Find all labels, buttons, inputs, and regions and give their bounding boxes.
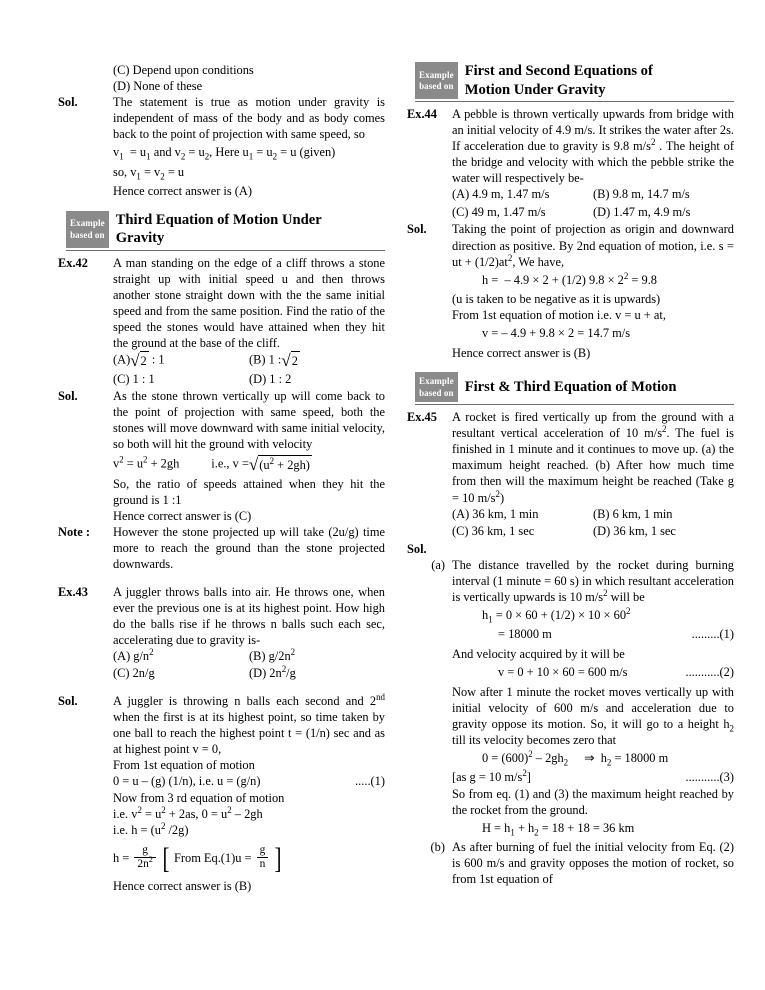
- ex44-body: [452, 106, 734, 221]
- fraction-denominator: $2n^2$: [134, 857, 155, 871]
- ex45-equation-a4: $0 = (600)^2 - 2gh_2$ ⇒ $h_2 = 18000$ m: [482, 748, 669, 768]
- ex45-line-a3-tag: ...........(3): [685, 770, 734, 785]
- option-d: (D) None of these: [113, 79, 203, 94]
- ex43-sol-answer: Hence correct answer is (B): [113, 878, 252, 893]
- ex43-sol-label: Sol.: [58, 693, 78, 708]
- option-c: (C) Depend upon conditions: [113, 63, 254, 77]
- badge-line-2: based on: [419, 81, 454, 91]
- ex45-part-b-label: (b): [430, 840, 445, 855]
- badge-line-2: based on: [419, 387, 454, 398]
- heading-rule: [415, 101, 734, 102]
- heading-line-1: First & Third Equation of Motion: [464, 378, 677, 395]
- ex43-line-1: From 1st equation of motion: [113, 758, 255, 773]
- ex43-line-2: Now from 3 rd equation of motion: [113, 790, 285, 805]
- ex43-eq4-lhs: h =: [113, 850, 130, 865]
- ex45-part-a-label: (a): [431, 557, 445, 572]
- ex45-eq-a3-text: v = 0 + 10 × 60 = 600 m/s: [498, 665, 628, 680]
- exercise-45-part-a: [407, 557, 734, 840]
- badge-line-1: Example: [70, 218, 105, 229]
- ex44-label: Ex.44: [407, 107, 437, 121]
- ex42-option-d: (D) 1 : 2: [249, 371, 292, 386]
- ex45-equation-a2: [452, 626, 734, 644]
- fraction-denominator: n: [257, 857, 269, 871]
- ex45-equation-a3: [452, 664, 734, 682]
- note-label: Note :: [58, 525, 90, 540]
- ex45-line-a1: And velocity acquired by it will be: [452, 646, 625, 661]
- ex43-option-b: (B) $g/2n^2$: [249, 646, 296, 663]
- heading-title: [109, 211, 385, 248]
- ex42-option-a-tail: : 1: [151, 352, 165, 367]
- exercise-43-solution: [58, 693, 385, 894]
- ex42-question: A man standing on the edge of a cliff throws a stone straight up with initial speed u and then throws another stone straight down with the the same initial speed and from the same position. Find the ratio of the speed the stones would have attained when they hit the ground at the base of the cliff.: [113, 255, 385, 351]
- implies-arrow-icon: ⇒: [584, 750, 595, 765]
- ex44-sol-paragraph: Taking the point of projection as origin and downward direction as positive. By 2nd equation of motion, i.e. s = ut + $(1/2)at^2$, We have,: [452, 222, 734, 269]
- ex42-sol-answer: Hence correct answer is (C): [113, 509, 252, 524]
- example-based-on-badge: [415, 372, 458, 402]
- top-options: [113, 62, 385, 94]
- example-heading-first-second-equations: [415, 62, 734, 99]
- ex42-option-b-letter: (B): [249, 352, 266, 367]
- ex44-option-c: (C) 49 m, 1.47 m/s: [452, 204, 546, 219]
- fraction-numerator: g: [259, 843, 266, 856]
- ex44-sol-label: Sol.: [407, 222, 427, 237]
- example-based-on-badge: [66, 211, 109, 248]
- ex45-option-c: (C) 36 km, 1 sec: [452, 524, 535, 539]
- ex45-question: A rocket is fired vertically up from the ground with a resultant vertical acceleration of 10 $m/s^2$. The fuel is finished in 1 minute and it continues to move up. (a) the maximum height reached. (b) After how much time from then will the maximum height be reached (Take g = 10 $m/s^2$): [452, 410, 734, 505]
- ex45-body: [452, 409, 734, 541]
- bracket-left-icon: [: [162, 841, 170, 875]
- ex44-note-line: (u is taken to be negative as it is upwards): [452, 292, 661, 307]
- exercise-45: [407, 409, 734, 541]
- example-heading-first-third-equation: [415, 372, 734, 402]
- exercise-42: [58, 255, 385, 389]
- ex45-option-a: (A) 36 km, 1 min: [452, 506, 539, 521]
- badge-line-2: based on: [70, 229, 105, 240]
- exercise-42-solution: [58, 388, 385, 524]
- ex42-option-b-radicand: 2: [291, 351, 300, 371]
- ex43-bracket-text: [171, 845, 273, 873]
- ex44-option-d: (D) 1.47 m, 4.9 m/s: [593, 204, 691, 219]
- ex44-line-2: From 1st equation of motion i.e. v = u + at,: [452, 308, 666, 323]
- solution-block-top: [58, 94, 385, 199]
- ex43-equation-3: i.e. $h = (u^2$ /2g): [113, 820, 189, 837]
- sol-answer: Hence correct answer is (A): [113, 184, 252, 199]
- ex42-label: Ex.42: [58, 255, 88, 270]
- ex42-option-b: [249, 351, 385, 371]
- ex44-options-row-1: [452, 186, 734, 204]
- ex45-option-b: (B) 6 km, 1 min: [593, 506, 673, 521]
- ex42-sol-paragraph-2: So, the ratio of speeds attained when they hit the ground is 1 :1: [113, 477, 385, 508]
- note-block: [58, 524, 385, 572]
- ex44-sol-body: [452, 221, 734, 361]
- ex42-sol-paragraph: As the stone thrown vertically up will come back to the point of projection with same speed, both the stones will move downward with same initial velocity, so both will hit the ground with velocity: [113, 389, 385, 452]
- ex45-eq-a3-tag: ...........(2): [685, 665, 734, 680]
- ex42-option-a-letter: (A): [113, 352, 131, 367]
- ex43-option-d: (D) $2n^2/g$: [249, 664, 296, 681]
- ex44-equation-1: h = – 4.9 × 2 + (1/2) $9.8 \times 2^2 = 9.8$: [482, 270, 657, 287]
- note-body: However the stone projected up will take (2u/g) time more to reach the ground than the stone projected downwards.: [113, 525, 385, 572]
- ex42-sol-equation: $v^2 = u^2 + 2gh$ i.e., v = √ $(u^2 + 2gh)$: [113, 453, 310, 474]
- ex42-sol-radicand: $(u^2 + 2gh)$: [258, 455, 312, 475]
- heading-line-1: First and Second Equations of: [464, 63, 653, 79]
- ex42-body: [113, 255, 385, 389]
- sqrt-icon: √ $(u^2 + 2gh)$: [248, 454, 310, 474]
- ex42-options-row-1: [113, 351, 385, 371]
- ex43-equation-2: i.e. $v^2 = u^2 + 2as$, $0 = u^2 - 2gh$: [113, 804, 263, 821]
- top-options-block: [58, 62, 385, 94]
- fraction-g-over-n: [257, 844, 269, 872]
- ex42-sol-body: [113, 388, 385, 524]
- ex45-line-a2: Now after 1 minute the rocket moves vertically up with initial velocity of 600 m/s and acceleration due to gravity oppose its motion. So, it will go to a height $h_2$ till its velocity becomes zero that: [452, 684, 734, 747]
- ex43-eq1-tag: .....(1): [355, 774, 385, 789]
- badge-line-1: Example: [419, 69, 454, 80]
- left-column: [58, 62, 385, 950]
- ex43-equation-4: [113, 841, 385, 875]
- ex45-equation-a5: $H = h_1 + h_2 = 18 + 18 = 36$ km: [482, 820, 635, 838]
- sol-equation-2: so, $v_1 = v_2 = u$: [113, 164, 185, 182]
- ex43-sol-paragraph: A juggler is throwing n balls each second and 2nd when the first is at its highest point, so time taken by one ball to reach the highest point t = (1/n) sec and as at highest point v = 0,: [113, 691, 385, 757]
- ex45-option-d: (D) 36 km, 1 sec: [593, 524, 676, 539]
- ex42-option-b-head: 1 :: [268, 352, 282, 367]
- sqrt-icon: √ 2: [281, 351, 298, 371]
- ex45-part-b-body: As after burning of fuel the initial velocity from Eq. (2) is 600 m/s and gravity opposes the motion of rocket, so from 1st equation of: [452, 840, 734, 887]
- ex44-option-a: (A) 4.9 m, 1.47 m/s: [452, 187, 550, 202]
- exercise-44: [407, 106, 734, 221]
- ex42-sol-label: Sol.: [58, 389, 78, 404]
- ex43-options-row-2: [113, 665, 385, 683]
- exercise-45-part-b: [407, 839, 734, 887]
- heading-title: [458, 62, 734, 99]
- ex45-sol-label: Sol.: [407, 541, 427, 556]
- ex45-part-a-body: [452, 557, 734, 840]
- ex42-option-a: [113, 351, 249, 371]
- sol-label: Sol.: [58, 95, 78, 110]
- ex43-option-a: (A) $g/n^2$: [113, 646, 154, 663]
- ex44-equation-2: v = – 4.9 + 9.8 × 2 = 14.7 m/s: [482, 326, 631, 341]
- fraction-g-over-2n2: [134, 844, 155, 872]
- heading-rule: [415, 404, 734, 405]
- exercise-44-solution: [407, 221, 734, 361]
- ex43-sol-body: [113, 693, 385, 894]
- ex45-line-a3: [as g = 10 $m/s^2$] ...........(3): [452, 768, 734, 785]
- ex43-bracket-label: From Eq.(1)u =: [173, 850, 252, 865]
- bracket-right-icon: ]: [274, 841, 282, 875]
- ex43-label: Ex.43: [58, 584, 88, 599]
- example-heading-third-equation: [66, 211, 385, 248]
- right-column: [407, 62, 734, 950]
- ex45-options-row-1: [452, 506, 734, 524]
- ex45-options-row-2: [452, 523, 734, 541]
- example-based-on-badge: [415, 62, 458, 99]
- ex45-line-a4: So from eq. (1) and (3) the maximum height reached by the rocket from the ground.: [452, 786, 734, 817]
- heading-line-1: Third Equation of Motion Under: [115, 211, 322, 228]
- badge-line-1: Example: [419, 376, 454, 387]
- ex43-option-c: (C) 2n/g: [113, 666, 155, 681]
- ex44-sol-answer: Hence correct answer is (B): [452, 345, 591, 360]
- ex42-option-c: (C) 1 : 1: [113, 371, 155, 386]
- sol-paragraph: The statement is true as motion under gravity is independent of mass of the body and as body comes back to the point of projection with same speed, so: [113, 95, 385, 142]
- ex42-options-row-2: [113, 371, 385, 389]
- sol-body: [113, 94, 385, 199]
- heading-rule: [66, 250, 385, 251]
- ex43-equation-1: 0 = u – (g) (1/n), i.e. u = (g/n) .....(1): [113, 774, 385, 789]
- heading-line-2: Gravity: [115, 230, 165, 247]
- fraction-numerator: g: [142, 843, 148, 856]
- ex44-question: A pebble is thrown vertically upwards from bridge with an initial velocity of 4.9 m/s. It strikes the water after 2s. If acceleration due to gravity is 9.8 $m/s^2$ . The height of the bridge and velocity with which the pebble strike the water will respectively be-: [452, 107, 734, 186]
- sqrt-icon: √ 2: [130, 351, 147, 371]
- ex43-options-row-1: [113, 648, 385, 666]
- ex43-question: A juggler throws balls into air. He throws one, when ever the previous one is at its highest point. How high do the balls rise if he throws n balls such each sec, accelerating due to gravity is-: [113, 584, 385, 647]
- ex44-option-b: (B) 9.8 m, 14.7 m/s: [593, 187, 690, 202]
- ex45-eq-a2-text: = 18000 m: [498, 627, 552, 642]
- ex45-part-a-paragraph: The distance travelled by the rocket during burning interval (1 minute = 60 s) in which resultant acceleration is vertically upwards is 10 $m/s^2$ will be: [452, 557, 734, 604]
- bracket-group: [161, 841, 283, 875]
- ex45-label: Ex.45: [407, 410, 437, 425]
- ex44-options-row-2: [452, 204, 734, 222]
- exercise-45-solution-label: [407, 541, 734, 557]
- exercise-43: [58, 584, 385, 683]
- ex45-eq-a2-tag: .........(1): [691, 627, 734, 642]
- heading-line-2: Motion Under Gravity: [464, 81, 606, 98]
- ex42-option-a-radicand: 2: [140, 351, 149, 371]
- heading-title: [458, 372, 734, 402]
- ex45-equation-a1: $h_1 = 0 \times 60 + (1/2) \times 10 \times 60^2$: [482, 605, 631, 625]
- ex43-body: [113, 584, 385, 683]
- sol-equation-1: $v_1 = u_1$ and $v_2 = u_2$, Here $u_1 = u_2 = u$ (given): [113, 145, 336, 162]
